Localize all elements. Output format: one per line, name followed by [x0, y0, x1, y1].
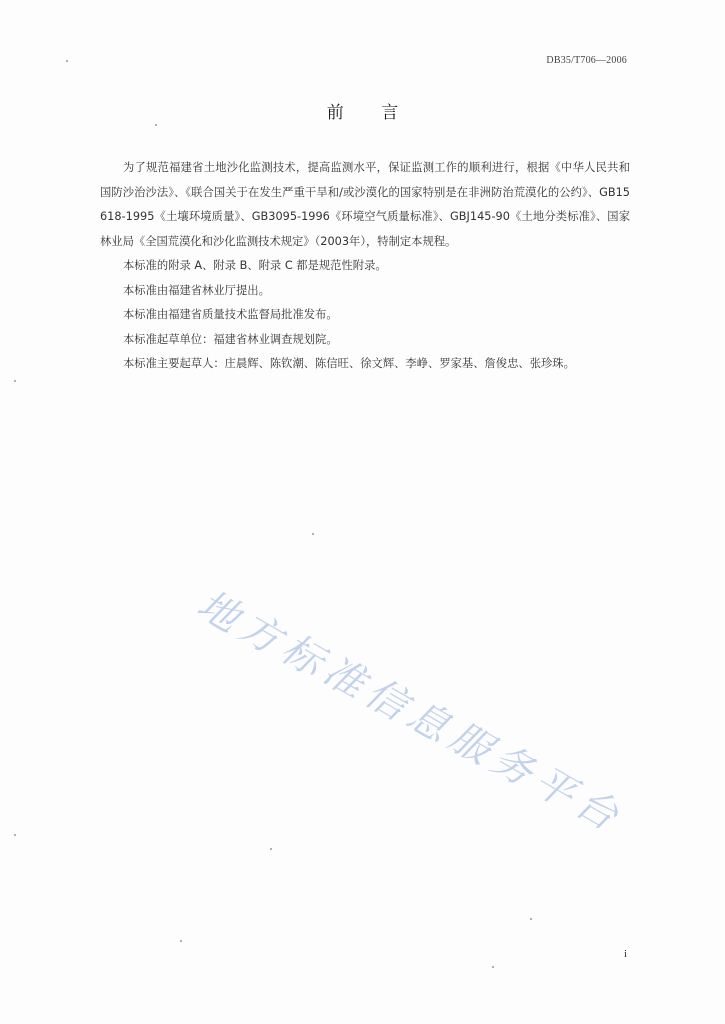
foreword-paragraph-proposer: 本标准由福建省林业厅提出。: [123, 283, 270, 297]
standard-code: DB35/T706—2006: [546, 55, 627, 66]
watermark-char: 务: [483, 735, 542, 796]
foreword-paragraph-drafting-unit: 本标准起草单位：福建省林业调查规划院。: [123, 332, 338, 346]
watermark-char: 平: [525, 757, 584, 818]
page-number: i: [623, 948, 627, 960]
watermark-char: 准: [315, 647, 374, 708]
scan-speck: [155, 124, 157, 126]
watermark-char: 台: [567, 779, 626, 840]
page-title: 前 言: [326, 103, 415, 123]
foreword-body: [100, 156, 630, 377]
scan-speck: [66, 60, 68, 62]
scan-speck: [530, 918, 532, 920]
scan-speck: [312, 533, 314, 535]
scan-speck: [492, 966, 494, 968]
watermark-char: 信: [357, 669, 416, 730]
watermark-char: 方: [231, 603, 290, 664]
scan-speck: [14, 380, 16, 382]
watermark-char: 息: [399, 691, 458, 752]
watermark: [189, 580, 670, 840]
scan-speck: [14, 834, 16, 836]
foreword-paragraph-appendix: 本标准的附录 A、附录 B、附录 C 都是规范性附录。: [123, 259, 387, 272]
watermark-char: 地: [189, 581, 248, 642]
foreword-paragraph-drafters: 本标准主要起草人：庄晨辉、陈钦潮、陈信旺、徐文辉、李峥、罗家基、詹俊忠、张珍珠。: [123, 357, 575, 370]
foreword-paragraph-intro: 为了规范福建省土地沙化监测技术，提高监测水平，保证监测工作的顺利进行，根据《中华人民共和国防沙治沙法》、《联合国关于在发生严重干旱和/或沙漠化的国家特别是在非洲防治荒漠化的公约》、GB15618-1995《土壤环境质量》、GB3095-1996《环境空气质量标准》、GBJ145-90《土地分类标准》、国家林业局《全国荒漠化和沙化监测技术规定》（2003年），特制定本规程。: [100, 161, 630, 248]
watermark-char: 服: [441, 713, 500, 774]
scan-speck: [270, 848, 272, 850]
foreword-paragraph-approver: 本标准由福建省质量技术监督局批准发布。: [123, 308, 338, 321]
scan-speck: [180, 940, 182, 942]
watermark-char: 标: [273, 625, 332, 686]
